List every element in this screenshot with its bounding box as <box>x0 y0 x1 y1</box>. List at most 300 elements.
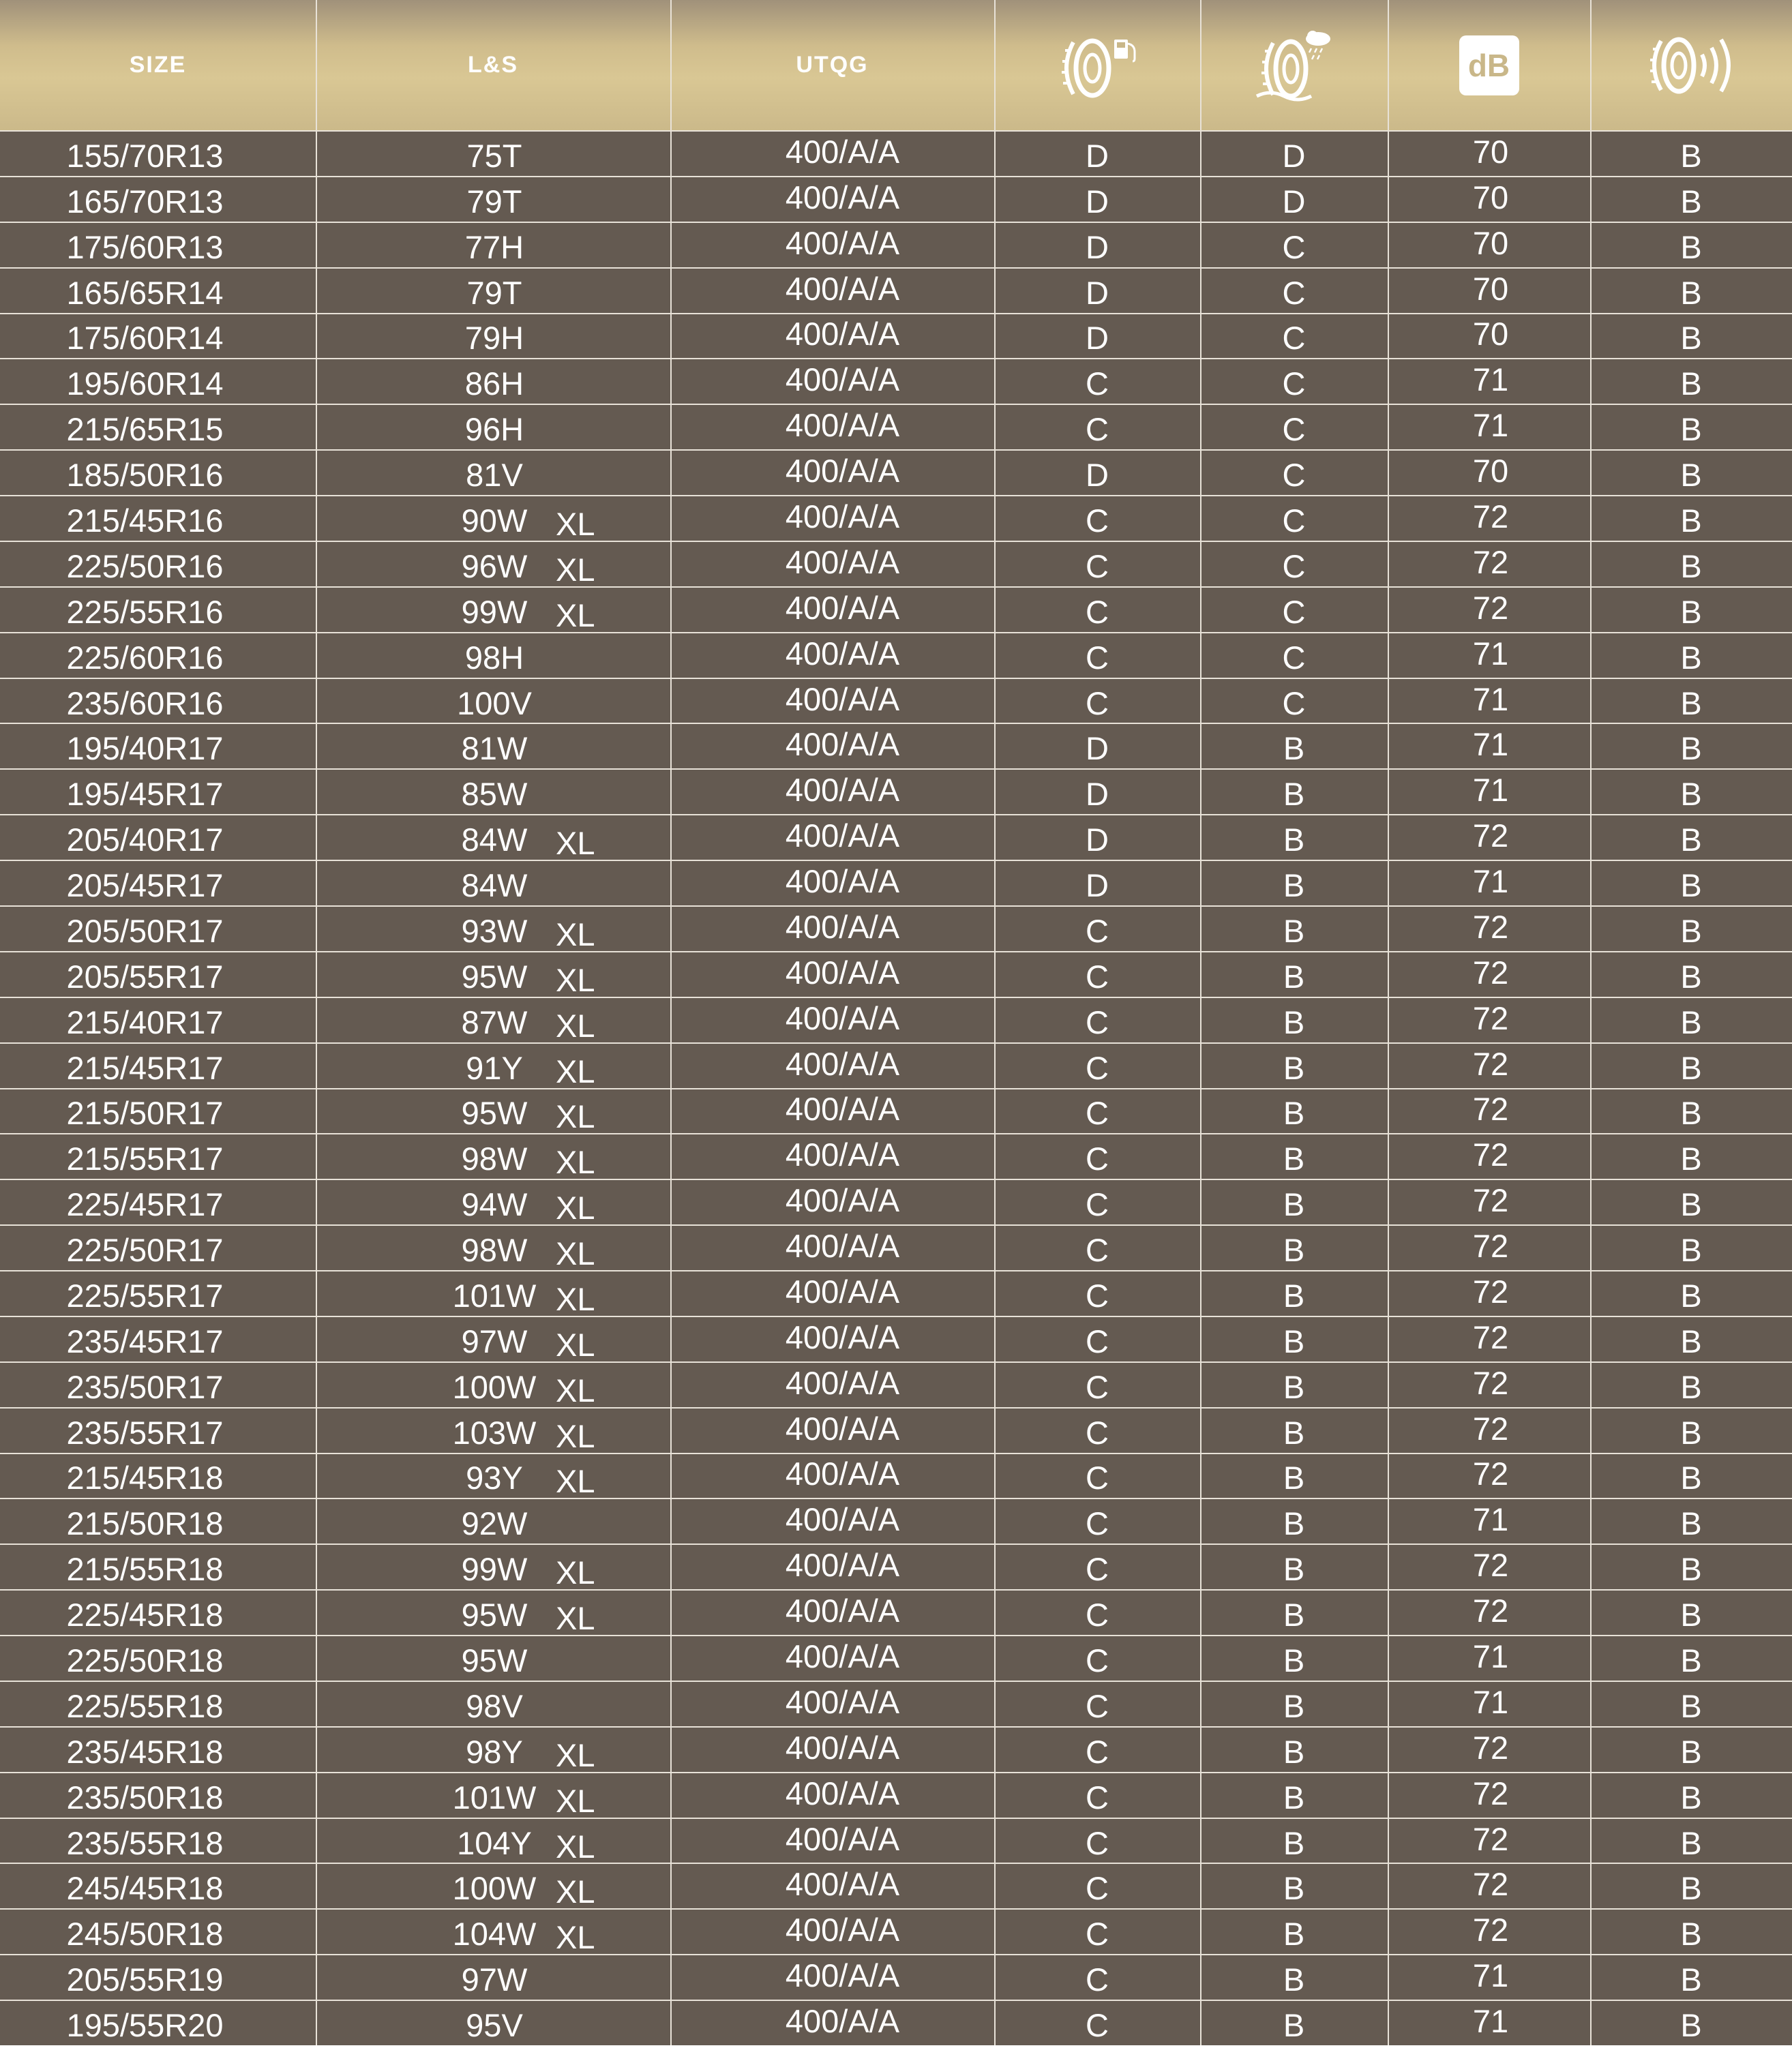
table-row <box>0 361 1792 406</box>
cell-xl-flag: XL <box>556 1554 595 1591</box>
cell-load-speed: 84W <box>461 867 528 904</box>
cell-xl-flag <box>556 862 610 908</box>
cell-noise-class: B <box>1680 593 1702 630</box>
cell-fuel-grade: C <box>1086 1368 1109 1405</box>
cell-fuel-grade: C <box>1086 1779 1109 1816</box>
cell-size: 155/70R13 <box>66 137 224 174</box>
cell-noise-class: B <box>1680 365 1702 402</box>
cell-wet-grade: B <box>1283 1642 1305 1678</box>
cell-fuel-grade: D <box>1086 274 1109 311</box>
cell-noise-db: 70 <box>1472 179 1509 215</box>
table-row <box>0 1456 1792 1501</box>
cell-load-speed: 90W <box>461 502 528 539</box>
cell-utqg: 400/A/A <box>785 543 900 580</box>
cell-noise-db: 72 <box>1472 1593 1509 1629</box>
cell-load-speed: 92W <box>461 1505 528 1542</box>
table-row <box>0 817 1792 862</box>
cell-load-speed: 77H <box>464 228 524 265</box>
cell-fuel-grade: D <box>1086 457 1109 494</box>
cell-wet-grade: B <box>1283 1916 1305 1953</box>
cell-utqg: 400/A/A <box>785 589 900 626</box>
cell-noise-class: B <box>1680 2007 1702 2044</box>
cell-fuel-grade: C <box>1086 1642 1109 1678</box>
cell-load-speed: 95W <box>461 1597 528 1633</box>
cell-utqg: 400/A/A <box>785 1273 900 1310</box>
cell-load-speed: 101W <box>452 1779 537 1816</box>
table-row <box>0 1364 1792 1410</box>
table-row <box>0 406 1792 452</box>
table-row <box>0 543 1792 589</box>
cell-xl-flag: XL <box>556 1235 595 1272</box>
cell-fuel-grade: C <box>1086 1733 1109 1770</box>
cell-load-speed: 81V <box>466 457 523 494</box>
cell-size: 205/45R17 <box>66 867 224 904</box>
cell-size: 215/45R17 <box>66 1049 224 1086</box>
cell-fuel-grade: C <box>1086 411 1109 448</box>
cell-load-speed: 104Y <box>457 1824 532 1861</box>
cell-xl-flag <box>556 2002 610 2048</box>
cell-fuel-grade: C <box>1086 1870 1109 1907</box>
cell-load-speed: 94W <box>461 1186 528 1223</box>
cell-load-speed: 85W <box>461 776 528 813</box>
cell-load-speed: 98W <box>461 1141 528 1177</box>
cell-noise-class: B <box>1680 137 1702 174</box>
cell-utqg: 400/A/A <box>785 1319 900 1355</box>
cell-utqg: 400/A/A <box>785 224 900 261</box>
cell-xl-flag <box>556 406 610 452</box>
cell-xl-flag: XL <box>556 551 595 588</box>
cell-load-speed: 79T <box>466 183 522 220</box>
cell-fuel-grade: C <box>1086 639 1109 676</box>
cell-utqg: 400/A/A <box>785 316 900 352</box>
cell-noise-class: B <box>1680 1368 1702 1405</box>
cell-fuel-grade: D <box>1086 776 1109 813</box>
cell-noise-db: 72 <box>1472 1045 1509 1082</box>
cell-xl-flag: XL <box>556 1053 595 1089</box>
cell-size: 215/55R17 <box>66 1141 224 1177</box>
table-row <box>0 954 1792 999</box>
cell-noise-db: 72 <box>1472 1456 1509 1492</box>
cell-wet-grade: C <box>1282 365 1306 402</box>
header-load-speed: L&S <box>468 52 518 78</box>
cell-noise-db: 72 <box>1472 1228 1509 1265</box>
cell-xl-flag: XL <box>556 1600 595 1637</box>
cell-noise-db: 72 <box>1472 1182 1509 1219</box>
cell-size: 235/60R16 <box>66 684 224 721</box>
cell-xl-flag <box>556 725 610 771</box>
db-badge-label: dB <box>1467 47 1510 83</box>
table-row <box>0 179 1792 224</box>
cell-noise-db: 72 <box>1472 1273 1509 1310</box>
cell-utqg: 400/A/A <box>785 498 900 534</box>
cell-noise-db: 72 <box>1472 1912 1509 1948</box>
cell-size: 215/45R18 <box>66 1460 224 1496</box>
cell-wet-grade: C <box>1282 502 1306 539</box>
cell-noise-class: B <box>1680 1141 1702 1177</box>
cell-xl-flag: XL <box>556 1463 595 1500</box>
cell-fuel-grade: C <box>1086 1232 1109 1269</box>
cell-fuel-grade: C <box>1086 2007 1109 2044</box>
cell-wet-grade: C <box>1282 547 1306 584</box>
tyre-fuel-pump-icon <box>1053 31 1141 100</box>
cell-utqg: 400/A/A <box>785 2003 900 2040</box>
cell-utqg: 400/A/A <box>785 1410 900 1447</box>
cell-fuel-grade: D <box>1086 822 1109 858</box>
table-row <box>0 1045 1792 1091</box>
cell-wet-grade: B <box>1283 1368 1305 1405</box>
cell-noise-db: 72 <box>1472 1820 1509 1857</box>
cell-load-speed: 103W <box>452 1414 537 1451</box>
cell-wet-grade: C <box>1282 411 1306 448</box>
cell-size: 225/45R18 <box>66 1597 224 1633</box>
cell-noise-db: 71 <box>1472 1957 1509 1994</box>
cell-noise-class: B <box>1680 1004 1702 1040</box>
cell-wet-grade: B <box>1283 1779 1305 1816</box>
cell-wet-grade: B <box>1283 1095 1305 1132</box>
table-row <box>0 862 1792 908</box>
cell-wet-grade: D <box>1282 183 1306 220</box>
cell-fuel-grade: C <box>1086 1824 1109 1861</box>
cell-noise-class: B <box>1680 320 1702 357</box>
cell-load-speed: 97W <box>461 1961 528 1998</box>
cell-xl-flag: XL <box>556 505 595 542</box>
cell-utqg: 400/A/A <box>785 1136 900 1173</box>
cell-size: 195/60R14 <box>66 365 224 402</box>
cell-utqg: 400/A/A <box>785 1593 900 1629</box>
cell-utqg: 400/A/A <box>785 726 900 763</box>
cell-size: 225/55R17 <box>66 1277 224 1314</box>
cell-wet-grade: B <box>1283 2007 1305 2044</box>
cell-load-speed: 87W <box>461 1004 528 1040</box>
cell-xl-flag: XL <box>556 961 595 998</box>
cell-wet-grade: B <box>1283 1824 1305 1861</box>
cell-noise-db: 71 <box>1472 407 1509 444</box>
cell-fuel-grade: C <box>1086 1141 1109 1177</box>
cell-size: 225/60R16 <box>66 639 224 676</box>
cell-noise-db: 72 <box>1472 1547 1509 1584</box>
cell-wet-grade: C <box>1282 639 1306 676</box>
cell-xl-flag <box>556 179 610 224</box>
cell-size: 225/50R17 <box>66 1232 224 1269</box>
table-row <box>0 1546 1792 1592</box>
cell-load-speed: 98H <box>464 639 524 676</box>
cell-load-speed: 95W <box>461 1095 528 1132</box>
cell-wet-grade: C <box>1282 320 1306 357</box>
cell-size: 215/65R15 <box>66 411 224 448</box>
cell-utqg: 400/A/A <box>785 453 900 490</box>
cell-size: 205/50R17 <box>66 912 224 949</box>
cell-noise-class: B <box>1680 411 1702 448</box>
cell-noise-class: B <box>1680 1916 1702 1953</box>
cell-xl-flag <box>556 635 610 680</box>
cell-utqg: 400/A/A <box>785 1866 900 1903</box>
table-row <box>0 1273 1792 1319</box>
table-row <box>0 1775 1792 1820</box>
table-row <box>0 1592 1792 1638</box>
cell-load-speed: 101W <box>452 1277 537 1314</box>
cell-wet-grade: B <box>1283 1414 1305 1451</box>
cell-utqg: 400/A/A <box>785 1638 900 1674</box>
cell-xl-flag: XL <box>556 1144 595 1181</box>
cell-size: 195/55R20 <box>66 2007 224 2044</box>
table-row <box>0 2002 1792 2048</box>
table-row <box>0 1911 1792 1957</box>
cell-fuel-grade: C <box>1086 958 1109 995</box>
cell-size: 185/50R16 <box>66 457 224 494</box>
cell-wet-grade: B <box>1283 1323 1305 1359</box>
header-size: SIZE <box>129 52 187 78</box>
cell-fuel-grade: C <box>1086 1414 1109 1451</box>
cell-xl-flag: XL <box>556 1736 595 1773</box>
cell-fuel-grade: C <box>1086 1505 1109 1542</box>
cell-size: 215/45R16 <box>66 502 224 539</box>
cell-size: 235/45R17 <box>66 1323 224 1359</box>
cell-size: 215/50R17 <box>66 1095 224 1132</box>
table-row <box>0 1227 1792 1273</box>
cell-load-speed: 95W <box>461 958 528 995</box>
cell-wet-grade: B <box>1283 776 1305 813</box>
table-row <box>0 589 1792 635</box>
cell-load-speed: 96H <box>464 411 524 448</box>
cell-utqg: 400/A/A <box>785 407 900 444</box>
cell-fuel-grade: C <box>1086 365 1109 402</box>
cell-xl-flag <box>556 224 610 270</box>
cell-noise-class: B <box>1680 776 1702 813</box>
cell-wet-grade: C <box>1282 274 1306 311</box>
cell-noise-db: 71 <box>1472 361 1509 398</box>
db-badge-icon <box>1459 35 1519 95</box>
table-row <box>0 224 1792 270</box>
cell-noise-class: B <box>1680 730 1702 767</box>
cell-fuel-grade: C <box>1086 1687 1109 1724</box>
cell-xl-flag: XL <box>556 1782 595 1819</box>
cell-noise-db: 72 <box>1472 999 1509 1036</box>
cell-utqg: 400/A/A <box>785 1912 900 1948</box>
cell-wet-grade: B <box>1283 958 1305 995</box>
cell-wet-grade: B <box>1283 1870 1305 1907</box>
cell-utqg: 400/A/A <box>785 1729 900 1766</box>
cell-xl-flag: XL <box>556 1326 595 1363</box>
cell-xl-flag <box>556 680 610 726</box>
cell-load-speed: 93Y <box>466 1460 523 1496</box>
cell-load-speed: 98W <box>461 1232 528 1269</box>
cell-load-speed: 75T <box>466 137 522 174</box>
cell-fuel-grade: C <box>1086 684 1109 721</box>
cell-size: 235/55R18 <box>66 1824 224 1861</box>
cell-fuel-grade: D <box>1086 137 1109 174</box>
cell-noise-class: B <box>1680 228 1702 265</box>
cell-fuel-grade: C <box>1086 1049 1109 1086</box>
cell-noise-db: 72 <box>1472 1866 1509 1903</box>
tyre-sound-waves-icon <box>1643 31 1739 100</box>
cell-load-speed: 79H <box>464 320 524 357</box>
cell-noise-db: 71 <box>1472 863 1509 900</box>
cell-noise-class: B <box>1680 1733 1702 1770</box>
table-row <box>0 1091 1792 1136</box>
cell-utqg: 400/A/A <box>785 908 900 945</box>
cell-utqg: 400/A/A <box>785 999 900 1036</box>
table-row <box>0 908 1792 954</box>
cell-utqg: 400/A/A <box>785 1364 900 1401</box>
cell-xl-flag: XL <box>556 1007 595 1044</box>
table-row <box>0 452 1792 498</box>
cell-size: 195/40R17 <box>66 730 224 767</box>
cell-wet-grade: B <box>1283 1460 1305 1496</box>
cell-fuel-grade: C <box>1086 1323 1109 1359</box>
cell-xl-flag <box>556 133 610 179</box>
cell-load-speed: 100W <box>452 1368 537 1405</box>
cell-xl-flag: XL <box>556 1919 595 1956</box>
cell-noise-class: B <box>1680 1505 1702 1542</box>
cell-noise-db: 72 <box>1472 1319 1509 1355</box>
cell-utqg: 400/A/A <box>785 1501 900 1538</box>
cell-load-speed: 79T <box>466 274 522 311</box>
cell-noise-class: B <box>1680 1824 1702 1861</box>
cell-load-speed: 95V <box>466 2007 523 2044</box>
cell-noise-db: 72 <box>1472 498 1509 534</box>
cell-xl-flag: XL <box>556 1098 595 1135</box>
cell-noise-class: B <box>1680 822 1702 858</box>
cell-wet-grade: B <box>1283 1597 1305 1633</box>
cell-noise-db: 71 <box>1472 1683 1509 1720</box>
cell-fuel-grade: C <box>1086 1004 1109 1040</box>
cell-noise-class: B <box>1680 1551 1702 1588</box>
cell-noise-class: B <box>1680 1642 1702 1678</box>
cell-utqg: 400/A/A <box>785 863 900 900</box>
cell-wet-grade: B <box>1283 1733 1305 1770</box>
cell-xl-flag: XL <box>556 1417 595 1454</box>
cell-noise-db: 71 <box>1472 1638 1509 1674</box>
cell-fuel-grade: C <box>1086 1551 1109 1588</box>
cell-size: 235/50R18 <box>66 1779 224 1816</box>
cell-noise-db: 72 <box>1472 1091 1509 1128</box>
cell-noise-class: B <box>1680 1779 1702 1816</box>
cell-noise-db: 70 <box>1472 453 1509 490</box>
cell-load-speed: 99W <box>461 1551 528 1588</box>
cell-utqg: 400/A/A <box>785 1775 900 1811</box>
cell-wet-grade: B <box>1283 1687 1305 1724</box>
cell-noise-class: B <box>1680 1323 1702 1359</box>
cell-noise-class: B <box>1680 1597 1702 1633</box>
cell-noise-class: B <box>1680 1049 1702 1086</box>
cell-wet-grade: B <box>1283 1186 1305 1223</box>
cell-load-speed: 104W <box>452 1916 537 1953</box>
cell-size: 235/50R17 <box>66 1368 224 1405</box>
cell-load-speed: 93W <box>461 912 528 949</box>
cell-size: 225/50R16 <box>66 547 224 584</box>
cell-utqg: 400/A/A <box>785 1683 900 1720</box>
cell-xl-flag <box>556 1957 610 2002</box>
cell-noise-class: B <box>1680 1460 1702 1496</box>
cell-fuel-grade: C <box>1086 1095 1109 1132</box>
cell-utqg: 400/A/A <box>785 133 900 170</box>
cell-noise-db: 72 <box>1472 1729 1509 1766</box>
cell-utqg: 400/A/A <box>785 1547 900 1584</box>
table-row <box>0 771 1792 817</box>
cell-noise-class: B <box>1680 958 1702 995</box>
cell-fuel-grade: D <box>1086 228 1109 265</box>
cell-utqg: 400/A/A <box>785 1091 900 1128</box>
cell-size: 165/70R13 <box>66 183 224 220</box>
cell-noise-class: B <box>1680 684 1702 721</box>
cell-noise-class: B <box>1680 1687 1702 1724</box>
cell-noise-db: 72 <box>1472 1136 1509 1173</box>
table-row <box>0 1181 1792 1227</box>
cell-wet-grade: B <box>1283 730 1305 767</box>
cell-load-speed: 98Y <box>466 1733 523 1770</box>
cell-fuel-grade: C <box>1086 502 1109 539</box>
table-row <box>0 1729 1792 1775</box>
cell-load-speed: 91Y <box>466 1049 523 1086</box>
header-wet <box>1200 0 1388 130</box>
cell-fuel-grade: C <box>1086 1961 1109 1998</box>
cell-noise-db: 72 <box>1472 954 1509 991</box>
header-fuel <box>994 0 1200 130</box>
cell-noise-class: B <box>1680 1232 1702 1269</box>
cell-size: 225/50R18 <box>66 1642 224 1678</box>
cell-noise-db: 70 <box>1472 316 1509 352</box>
cell-size: 165/65R14 <box>66 274 224 311</box>
cell-fuel-grade: C <box>1086 1916 1109 1953</box>
cell-noise-class: B <box>1680 547 1702 584</box>
cell-utqg: 400/A/A <box>785 954 900 991</box>
cell-fuel-grade: C <box>1086 1597 1109 1633</box>
cell-noise-db: 72 <box>1472 1410 1509 1447</box>
header-noise <box>1590 0 1792 130</box>
cell-noise-db: 72 <box>1472 589 1509 626</box>
cell-size: 215/55R18 <box>66 1551 224 1588</box>
cell-load-speed: 81W <box>461 730 528 767</box>
cell-wet-grade: B <box>1283 1961 1305 1998</box>
cell-noise-class: B <box>1680 502 1702 539</box>
cell-xl-flag: XL <box>556 916 595 952</box>
cell-xl-flag <box>556 452 610 498</box>
table-row <box>0 1957 1792 2002</box>
cell-wet-grade: C <box>1282 457 1306 494</box>
cell-noise-db: 70 <box>1472 270 1509 307</box>
cell-noise-class: B <box>1680 867 1702 904</box>
table-row <box>0 999 1792 1045</box>
cell-wet-grade: D <box>1282 137 1306 174</box>
cell-xl-flag <box>556 316 610 361</box>
table-row <box>0 270 1792 316</box>
cell-wet-grade: C <box>1282 684 1306 721</box>
cell-noise-class: B <box>1680 912 1702 949</box>
cell-noise-db: 72 <box>1472 543 1509 580</box>
table-row <box>0 498 1792 543</box>
cell-wet-grade: B <box>1283 1141 1305 1177</box>
cell-utqg: 400/A/A <box>785 1820 900 1857</box>
cell-size: 245/50R18 <box>66 1916 224 1953</box>
table-row <box>0 1638 1792 1683</box>
cell-noise-db: 72 <box>1472 1775 1509 1811</box>
table-row <box>0 1865 1792 1911</box>
cell-fuel-grade: D <box>1086 867 1109 904</box>
cell-load-speed: 100V <box>457 684 532 721</box>
cell-noise-class: B <box>1680 183 1702 220</box>
table-row <box>0 680 1792 726</box>
cell-load-speed: 84W <box>461 822 528 858</box>
cell-xl-flag <box>556 1501 610 1546</box>
cell-utqg: 400/A/A <box>785 179 900 215</box>
cell-xl-flag: XL <box>556 1372 595 1409</box>
table-row <box>0 1319 1792 1364</box>
cell-noise-db: 71 <box>1472 772 1509 809</box>
cell-noise-class: B <box>1680 1414 1702 1451</box>
cell-wet-grade: B <box>1283 1505 1305 1542</box>
table-row <box>0 133 1792 179</box>
cell-size: 235/55R17 <box>66 1414 224 1451</box>
